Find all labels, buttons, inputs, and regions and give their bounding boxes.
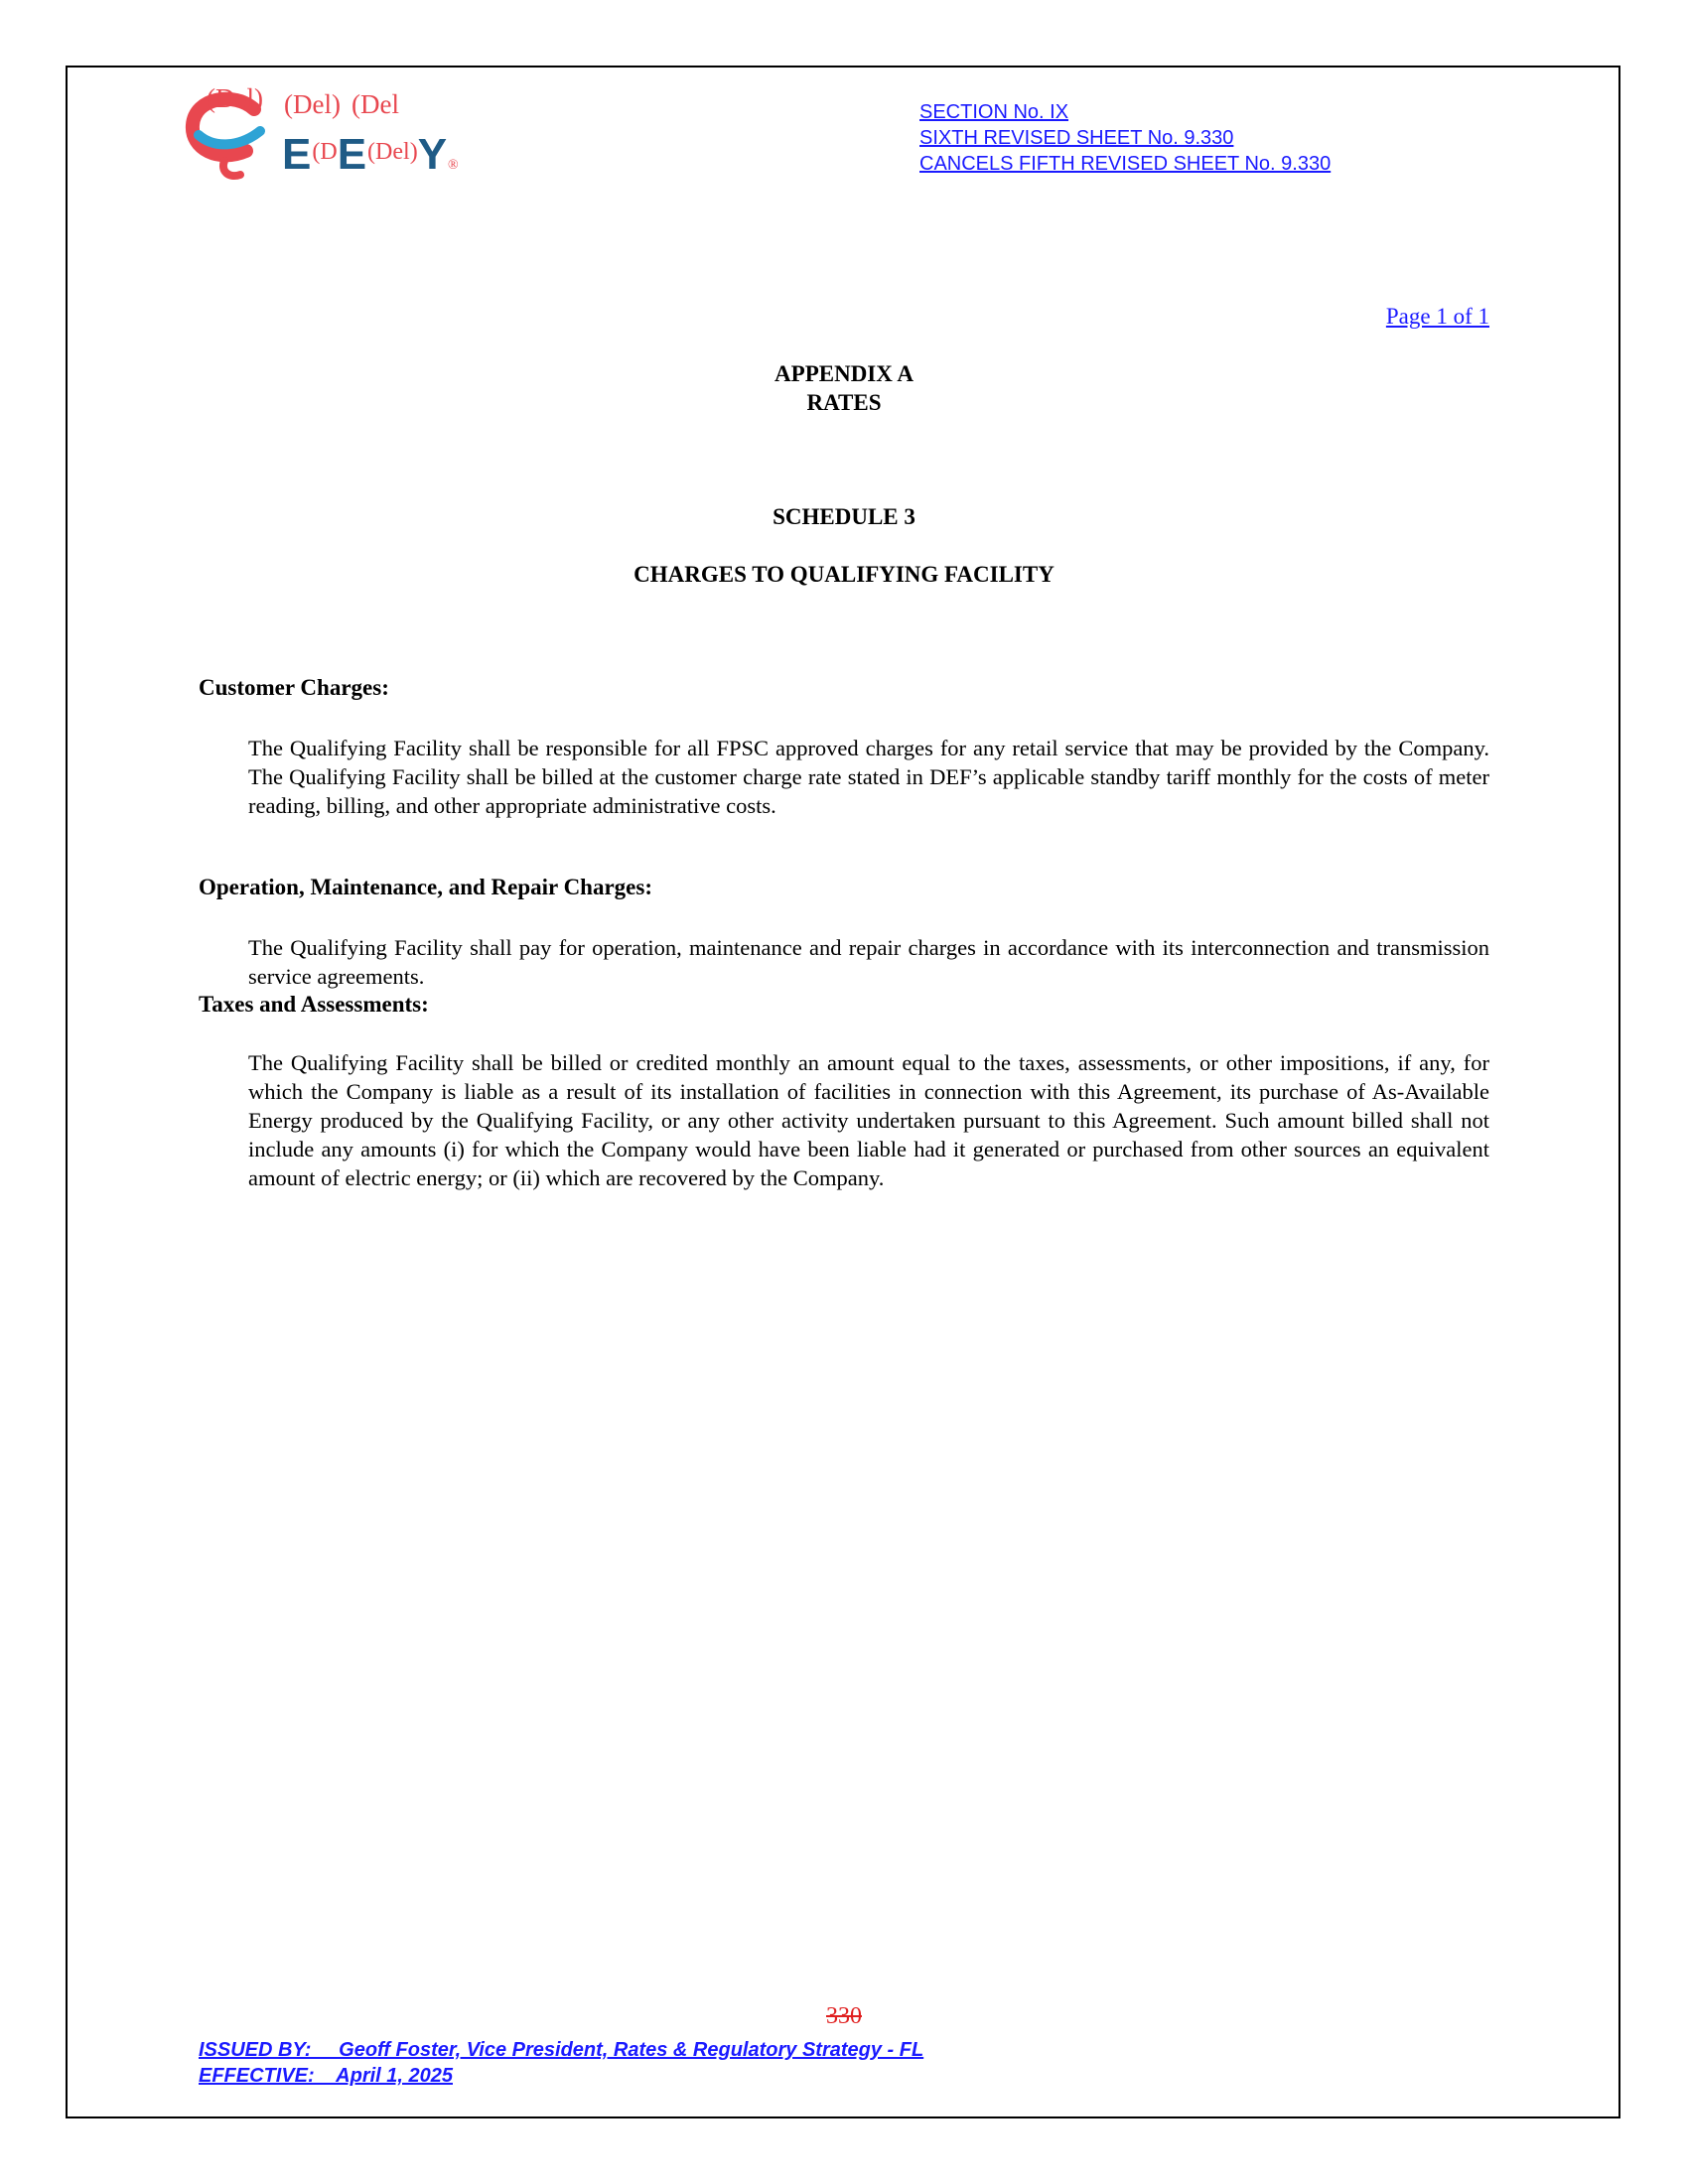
- issued-by-link[interactable]: ISSUED BY: Geoff Foster, Vice President, Rates & Regulatory Strategy - FL: [199, 2039, 924, 2061]
- taxes-heading: Taxes and Assessments:: [199, 992, 429, 1017]
- logo-text-fragment: (Del): [207, 83, 263, 113]
- sheet-info: [919, 99, 1331, 177]
- logo-text-fragment: (Del: [352, 89, 399, 119]
- revised-sheet-link[interactable]: SIXTH REVISED SHEET No. 9.330: [919, 127, 1234, 149]
- customer-charges-heading: Customer Charges:: [199, 675, 389, 700]
- cancels-sheet-link[interactable]: CANCELS FIFTH REVISED SHEET No. 9.330: [919, 153, 1332, 175]
- page-number: 330: [826, 2003, 862, 2029]
- company-logo: [185, 85, 483, 185]
- taxes-text: The Qualifying Facility shall be billed or credited monthly an amount equal to the taxes, assessments, or other impositions, if any, for which the Company is liable as a result of its installation of facilities in connection with this Agreement, its purchase of As-Available Energy produced by the Qualifying Facility, or any other activity undertaken pursuant to this Agreement. Such amount billed shall not include any amounts (i) for which the Company would have been liable had it generated or purchased from other sources an equivalent amount of electric energy; or (ii) which are recovered by the Company.: [248, 1050, 1489, 1190]
- customer-charges-text: The Qualifying Facility shall be responsible for all FPSC approved charges for any retail service that may be provided by the Company. The Qualifying Facility shall be billed at the customer charge rate stated in DEF’s applicable standby tariff monthly for the costs of meter reading, billing, and other appropriate administrative costs.: [248, 736, 1489, 818]
- operation-charges-heading: Operation, Maintenance, and Repair Charges:: [199, 875, 653, 899]
- logo-letter: E: [282, 130, 313, 179]
- schedule-title: SCHEDULE 3: [773, 504, 915, 529]
- page-reference-link[interactable]: Page 1 of 1: [1385, 304, 1489, 329]
- logo-text-fragment: (D: [312, 139, 338, 165]
- registered-mark: ®: [448, 158, 459, 173]
- logo-letter: Y: [417, 130, 449, 179]
- operation-charges-text: The Qualifying Facility shall pay for operation, maintenance and repair charges in accordance with its interconnection and transmission service agreements.: [248, 935, 1489, 989]
- logo-wordmark: [282, 130, 459, 179]
- logo-text-fragment: (Del): [367, 139, 418, 165]
- logo-text-fragment: (Del): [284, 89, 341, 119]
- appendix-subtitle: RATES: [806, 390, 882, 415]
- section-number-link[interactable]: SECTION No. IX: [919, 101, 1069, 123]
- appendix-title: APPENDIX A: [774, 361, 914, 386]
- effective-date-link[interactable]: EFFECTIVE: April 1, 2025: [199, 2065, 453, 2087]
- footer: [199, 2037, 923, 2089]
- logo-letter: E: [337, 130, 368, 179]
- schedule-subtitle: CHARGES TO QUALIFYING FACILITY: [633, 562, 1055, 587]
